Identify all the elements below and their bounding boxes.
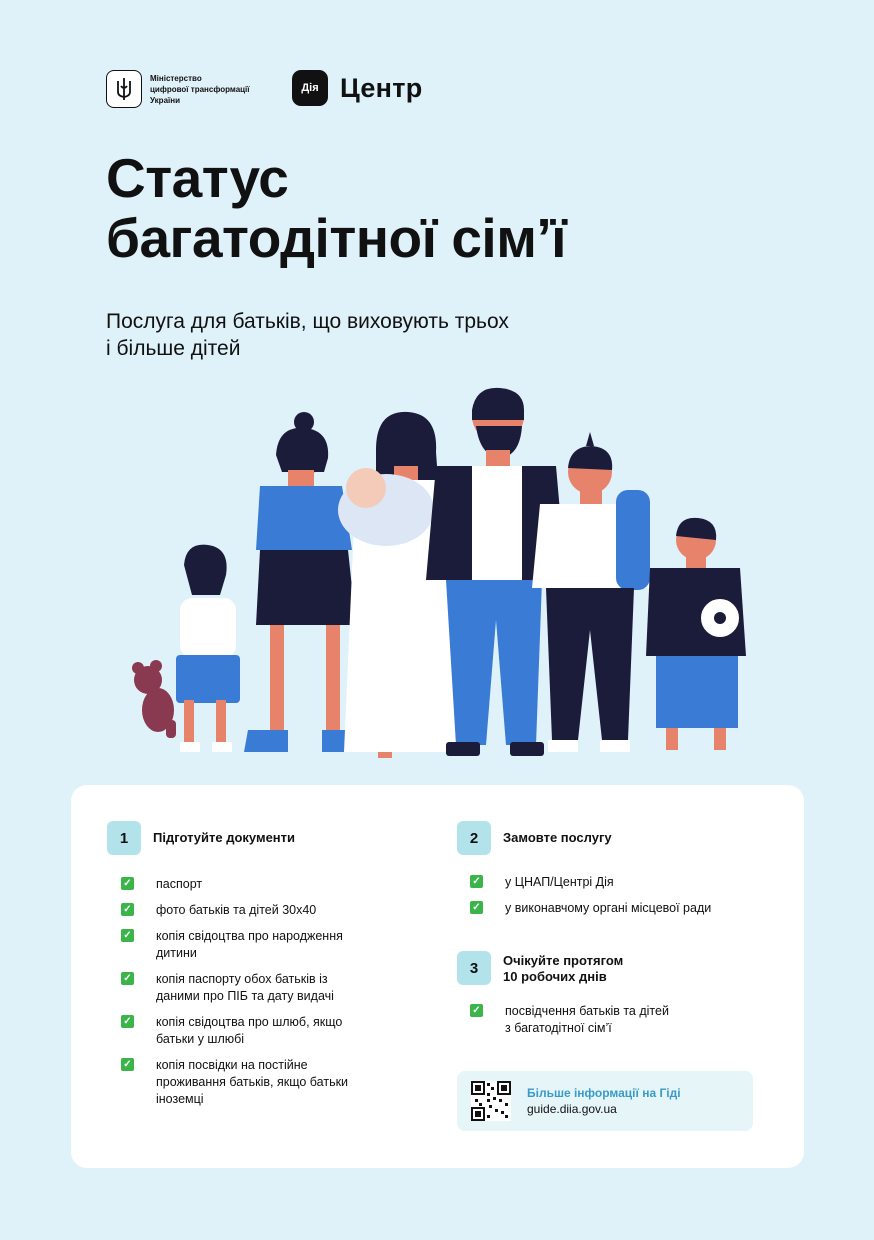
checkmark-icon: ✓ <box>121 877 134 890</box>
checkmark-icon: ✓ <box>121 1015 134 1028</box>
page-title <box>106 148 566 268</box>
list-item: ✓ копія свідоцтва про шлюб, якщо батьки у шлюбі <box>121 1014 421 1048</box>
guide-info-box[interactable] <box>457 1071 753 1131</box>
qr-code-icon[interactable] <box>471 1081 511 1121</box>
checkmark-icon: ✓ <box>470 875 483 888</box>
header <box>106 70 526 110</box>
step-3-heading <box>457 951 623 985</box>
steps-card <box>71 785 804 1168</box>
step-label-line: 10 робочих днів <box>503 969 607 984</box>
ministry-logo <box>106 70 290 108</box>
diia-centre-text: Центр <box>340 72 423 103</box>
teddy-bear-icon <box>132 660 176 738</box>
list-item: ✓ копія свідоцтва про народження дитини <box>121 928 421 962</box>
checkmark-icon: ✓ <box>121 929 134 942</box>
girl-small <box>176 545 240 752</box>
result-list <box>470 1003 790 1037</box>
step-label <box>153 821 295 846</box>
list-item: ✓ паспорт <box>121 876 421 893</box>
list-item: ✓ у виконавчому органі місцевої ради <box>470 900 790 917</box>
step-2-heading <box>457 821 612 855</box>
step-number-badge: 2 <box>457 821 491 855</box>
subtitle-line: і більше дітей <box>106 337 241 360</box>
page-subtitle <box>106 308 509 362</box>
step-1-heading <box>107 821 295 855</box>
checkmark-icon: ✓ <box>121 903 134 916</box>
ministry-name <box>150 73 290 106</box>
ministry-line: України <box>150 95 181 105</box>
ministry-line: Міністерство <box>150 73 202 83</box>
list-item: ✓ у ЦНАП/Центрі Дія <box>470 874 790 891</box>
ministry-line: цифрової трансформації <box>150 84 250 94</box>
diia-centre-logo <box>292 70 423 106</box>
step-label-line: Замовте послугу <box>503 830 612 845</box>
boy-small <box>646 518 746 750</box>
list-item: ✓ копія посвідки на постійне проживання батьків, якщо батьки іноземці <box>121 1057 421 1108</box>
step-label <box>503 951 623 985</box>
step-number-badge: 3 <box>457 951 491 985</box>
list-item: ✓ посвідчення батьків та дітей з багатодітної сім’ї <box>470 1003 790 1037</box>
step-number-badge: 1 <box>107 821 141 855</box>
documents-list <box>121 876 421 1108</box>
checkmark-icon: ✓ <box>470 901 483 914</box>
subtitle-line: Послуга для батьків, що виховують трьох <box>106 310 509 333</box>
step-label-line: Підготуйте документи <box>153 830 296 845</box>
step-label <box>503 821 612 846</box>
step-label-line: Очікуйте протягом <box>503 953 624 968</box>
title-line: Статус <box>106 147 289 209</box>
trident-icon <box>106 70 142 108</box>
title-line: багатодітної сім’ї <box>106 207 567 269</box>
checkmark-icon: ✓ <box>470 1004 483 1017</box>
list-item: ✓ фото батьків та дітей 30х40 <box>121 902 421 919</box>
diia-logo: Дія <box>292 70 328 106</box>
guide-url[interactable]: guide.diia.gov.ua <box>527 1102 617 1116</box>
family-illustration <box>120 380 760 770</box>
list-item: ✓ копія паспорту обох батьків із даними про ПІБ та дату видачі <box>121 971 421 1005</box>
order-locations-list <box>470 874 790 917</box>
checkmark-icon: ✓ <box>121 972 134 985</box>
guide-link-title[interactable]: Більше інформації на Гіді <box>527 1086 681 1100</box>
checkmark-icon: ✓ <box>121 1058 134 1071</box>
